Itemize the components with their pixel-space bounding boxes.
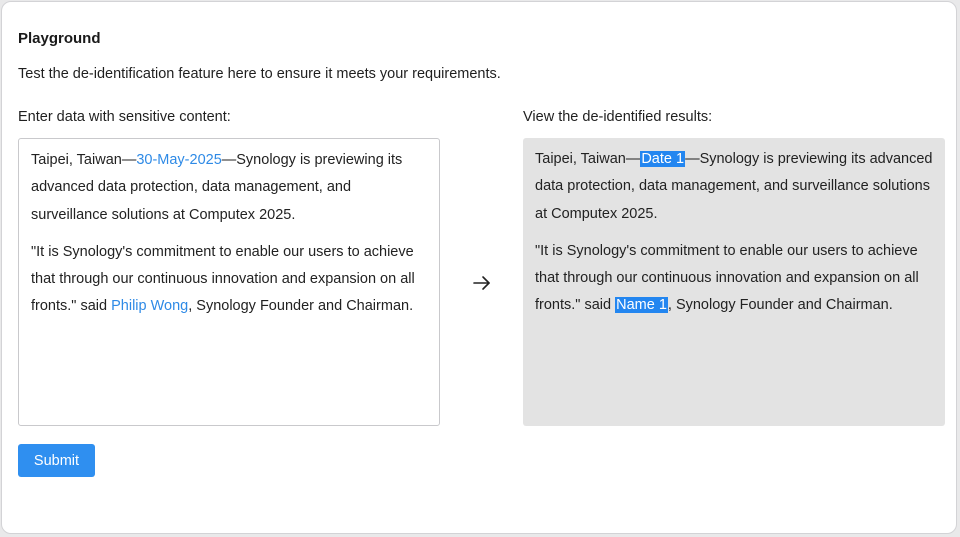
input-paragraph-2: [31, 239, 427, 321]
submit-button[interactable]: Submit: [18, 444, 95, 477]
arrow-right-icon: [471, 272, 493, 294]
output-label: View the de-identified results:: [523, 109, 713, 125]
masked-name-token: Name 1: [616, 297, 667, 314]
detected-date: 30-May-2025: [136, 152, 222, 168]
input-text-segment: "It is Synology's commitment to enable our users to achieve that through our continuous innovation and expansion on all fronts." said: [31, 243, 415, 315]
input-text-segment: , Synology Founder and Chairman.: [188, 298, 414, 315]
output-text-segment: —Synology is previewing its advanced data protection, data management, and surveillance solutions at Computex 2025.: [535, 151, 933, 222]
input-text-segment: —Synology is previewing its advanced data protection, data management, and surveillance solutions at Computex 2025.: [31, 152, 403, 223]
output-text-segment: Taipei, Taiwan—: [535, 151, 641, 167]
masked-date-token: Date 1: [641, 151, 685, 167]
page-description: Test the de-identification feature here to ensure it meets your requirements.: [18, 66, 501, 82]
output-paragraph-1: [535, 146, 933, 228]
playground-card: [1, 1, 957, 534]
detected-name: Philip Wong: [111, 298, 189, 315]
deidentified-results-output: [523, 138, 945, 426]
input-paragraph-1: [31, 147, 427, 229]
input-label: Enter data with sensitive content:: [18, 109, 231, 125]
input-text-segment: Taipei, Taiwan—: [31, 152, 137, 168]
output-paragraph-2: [535, 238, 933, 320]
output-text-segment: "It is Synology's commitment to enable our users to achieve that through our continuous innovation and expansion on all fronts." said: [535, 242, 919, 314]
output-text-segment: , Synology Founder and Chairman.: [667, 297, 893, 314]
page-title: Playground: [18, 30, 101, 47]
sensitive-content-input[interactable]: [18, 138, 440, 426]
